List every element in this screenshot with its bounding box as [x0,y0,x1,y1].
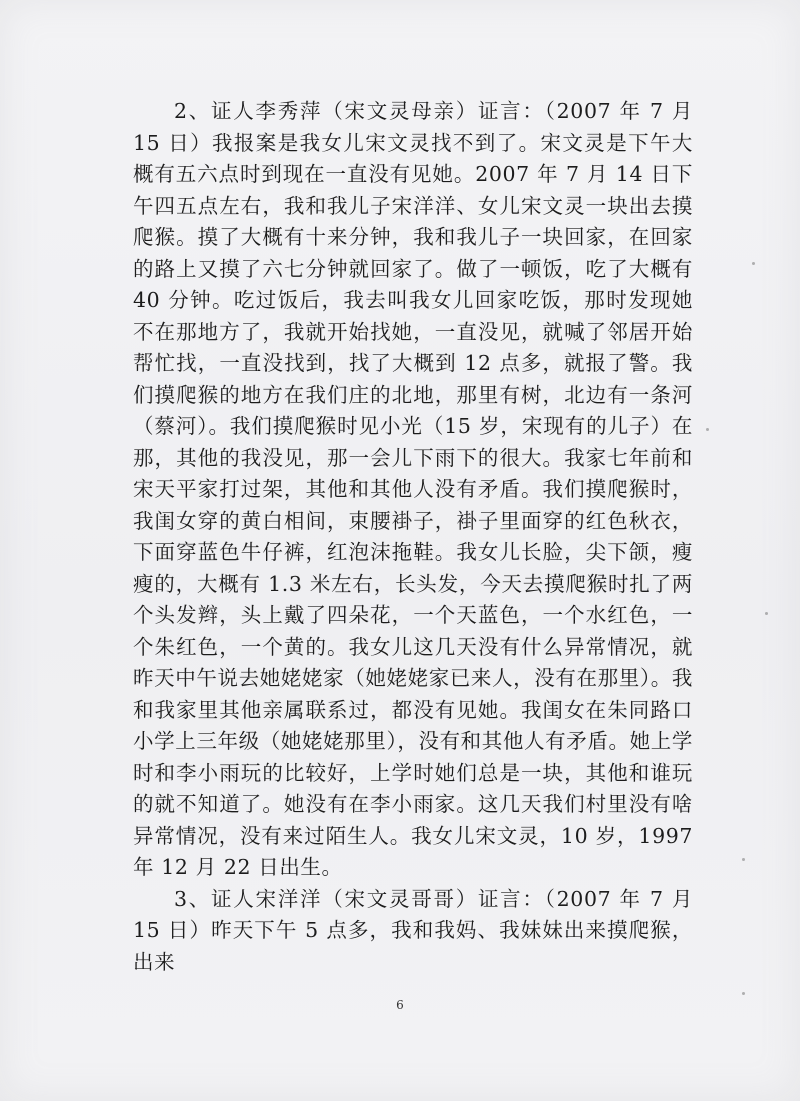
paper-speck [742,858,745,861]
paper-speck [742,992,745,995]
document-body [133,96,693,978]
paper-speck [752,262,755,265]
paragraph-witness-li-xiuping: 2、证人李秀萍（宋文灵母亲）证言：（2007 年 7 月 15 日）我报案是我女儿宋文灵找不到了。宋文灵是下午大概有五六点时到现在一直没有见她。2007 年 7 月 14 日下午四五点左右，我和我儿子宋洋洋、女儿宋文灵一块出去摸爬猴。摸了大概有十来分钟，我和我儿子一块回家，在回家的路上又摸了六七分钟就回家了。做了一顿饭，吃了大概有 40 分钟。吃过饭后，我去叫我女儿回家吃饭，那时发现她不在那地方了，我就开始找她，一直没见，就喊了邻居开始帮忙找，一直没找到，找了大概到 12 点多，就报了警。我们摸爬猴的地方在我们庄的北地，那里有树，北边有一条河（蔡河）。我们摸爬猴时见小光（15 岁，宋现有的儿子）在那，其他的我没见，那一会儿下雨下的很大。我家七年前和宋天平家打过架，其他和其他人没有矛盾。我们摸爬猴时，我闺女穿的黄白相间，束腰褂子，褂子里面穿的红色秋衣，下面穿蓝色牛仔裤，红泡沫拖鞋。我女儿长脸，尖下颌，瘦瘦的，大概有 1.3 米左右，长头发，今天去摸爬猴时扎了两个头发辫，头上戴了四朵花，一个天蓝色，一个水红色，一个朱红色，一个黄的。我女儿这几天没有什么异常情况，就昨天中午说去她姥姥家（她姥姥家已来人，没有在那里）。我和我家里其他亲属联系过，都没有见她。我闺女在朱同路口小学上三年级（她姥姥那里），没有和其他人有矛盾。她上学时和李小雨玩的比较好，上学时她们总是一块，其他和谁玩的就不知道了。她没有在李小雨家。这几天我们村里没有啥异常情况，没有来过陌生人。我女儿宋文灵，10 岁，1997 年 12 月 22 日出生。 [133,99,693,879]
paper-speck [706,428,709,431]
paper-speck [765,612,768,615]
paragraph-witness-song-yangyang: 3、证人宋洋洋（宋文灵哥哥）证言：（2007 年 7 月 15 日）昨天下午 5 点多，我和我妈、我妹妹出来摸爬猴，出来 [133,886,693,974]
page-number: 6 [396,998,404,1012]
